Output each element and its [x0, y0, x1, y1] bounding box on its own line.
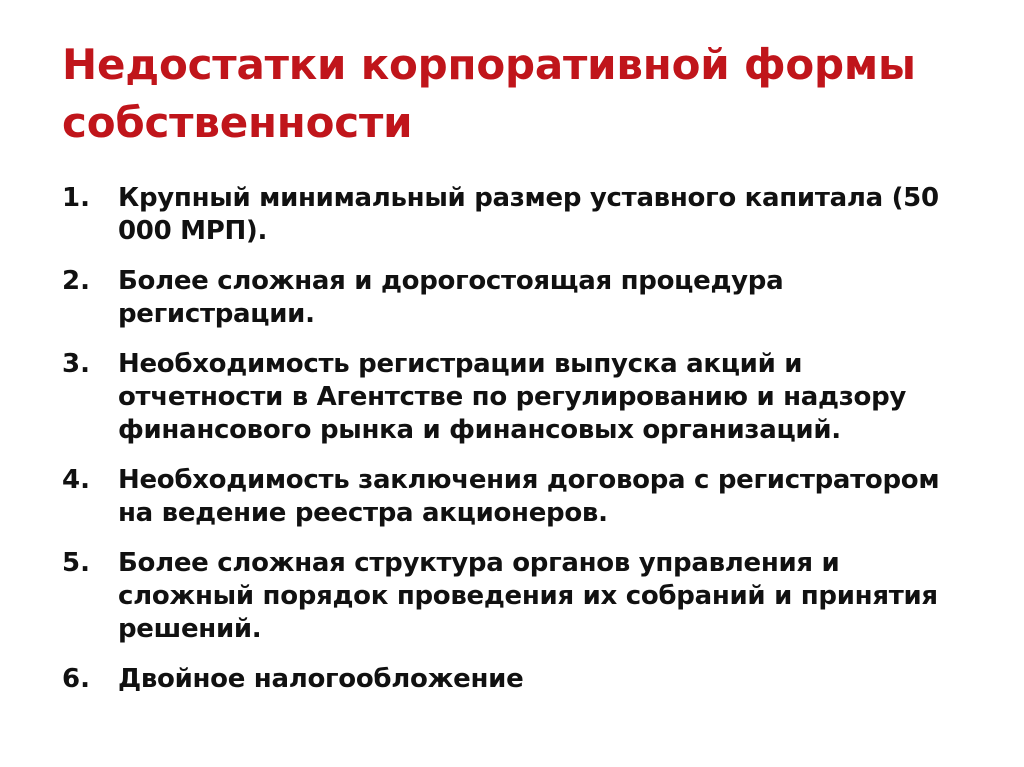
list-item-text: Крупный минимальный размер уставного капитала (50 000 МРП).: [118, 183, 939, 246]
list-item: [62, 182, 962, 248]
list-item: [62, 547, 962, 646]
list-item: [62, 464, 962, 530]
list-item-text: Двойное налогообложение: [118, 664, 524, 694]
list-item-number: 2.: [62, 266, 90, 296]
list-item-number: 3.: [62, 349, 90, 379]
list-item-text: Необходимость заключения договора с регистратором на ведение реестра акционеров.: [118, 465, 940, 528]
list-item-number: 1.: [62, 183, 90, 213]
list-item-text: Более сложная структура органов управления и сложный порядок проведения их собраний и принятия решений.: [118, 548, 938, 644]
slide-title: Недостатки корпоративной формы собственности: [62, 40, 916, 147]
list-item: [62, 348, 962, 447]
disadvantages-list: [62, 182, 962, 713]
list-item: [62, 265, 962, 331]
list-item-text: Необходимость регистрации выпуска акций и отчетности в Агентстве по регулированию и надзору финансового рынка и финансовых организаций.: [118, 349, 907, 445]
list-item: [62, 663, 962, 696]
list-item-number: 6.: [62, 664, 90, 694]
list-item-number: 4.: [62, 465, 90, 495]
list-item-text: Более сложная и дорогостоящая процедура регистрации.: [118, 266, 784, 329]
list-item-number: 5.: [62, 548, 90, 578]
